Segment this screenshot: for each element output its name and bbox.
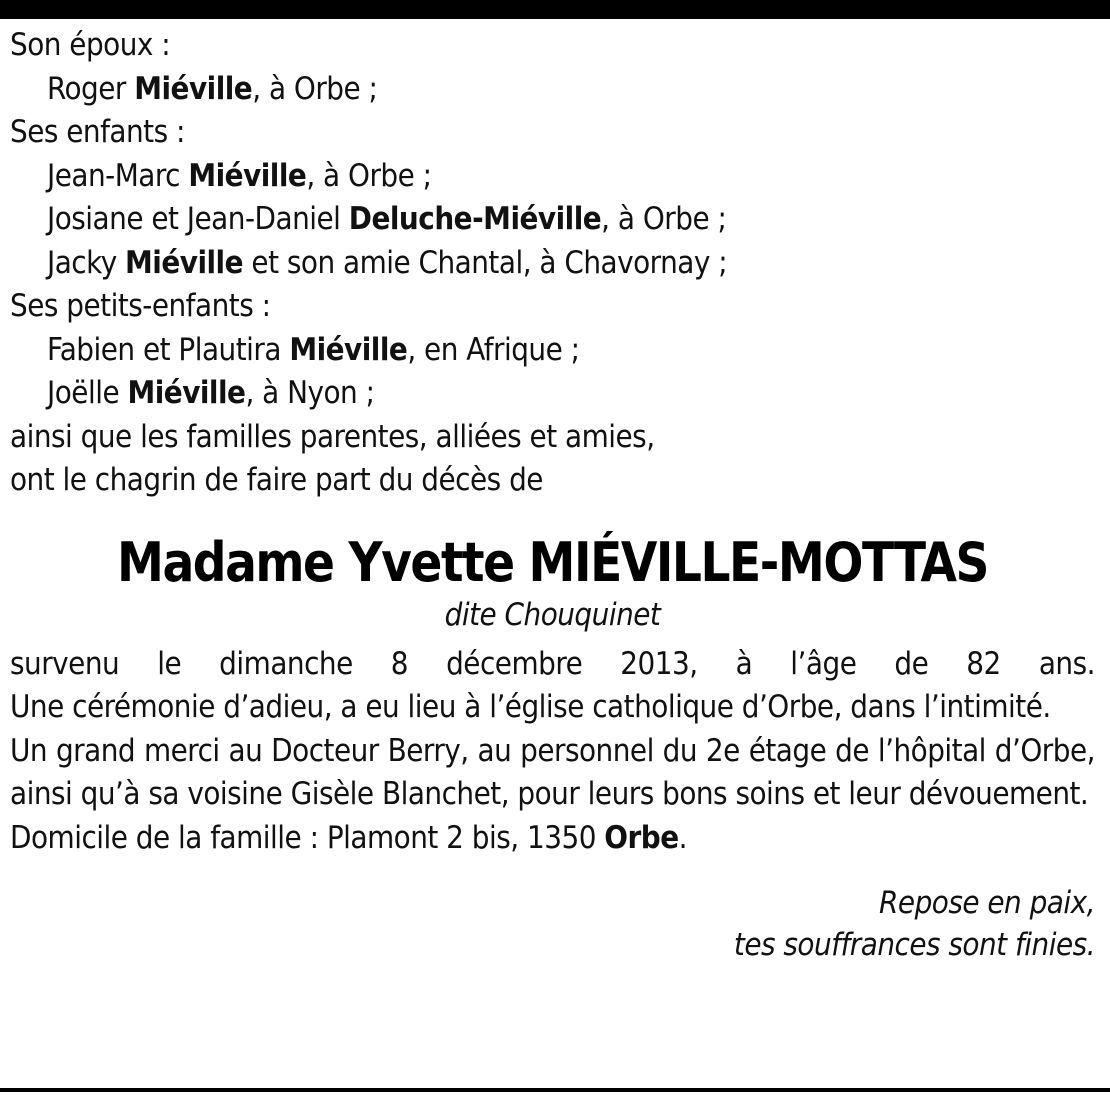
grandchild-entry (10, 372, 1095, 416)
spouse-last-name: Miéville (134, 70, 253, 107)
grandchild-location: , en Afrique ; (407, 331, 580, 368)
child-location: , à Orbe ; (306, 157, 432, 194)
child-last-name: Miéville (125, 244, 244, 281)
grandchild-first-name: Joëlle (47, 375, 128, 411)
top-rule (0, 0, 1110, 19)
child-last-name: Deluche-Miéville (348, 201, 602, 237)
child-entry (10, 198, 1095, 242)
obituary-notice (10, 24, 1095, 966)
spouse-first-name: Roger (47, 70, 135, 107)
grandchild-location: , à Nyon ; (245, 375, 375, 411)
grandchild-last-name: Miéville (289, 331, 408, 368)
deceased-nickname: dite Chouquinet (444, 596, 661, 633)
grandchild-last-name: Miéville (127, 375, 246, 411)
children-heading: Ses enfants : (10, 114, 185, 150)
spouse-location: , à Orbe ; (252, 70, 378, 107)
grandchildren-heading: Ses petits-enfants : (10, 288, 271, 324)
child-last-name: Miéville (188, 157, 307, 194)
ceremony-text: Une cérémonie d’adieu, a eu lieu à l’église catholique d’Orbe, dans l’intimité. (10, 689, 1051, 725)
domicile-punctuation: . (678, 819, 688, 856)
deceased-name: Madame Yvette MIÉVILLE-MOTTAS (117, 530, 988, 594)
epitaph-line: tes souffrances sont finies. (733, 927, 1095, 963)
child-entry (10, 242, 1095, 286)
date-of-death: survenu le dimanche 8 décembre 2013, à l’âge de 82 ans. (10, 645, 1095, 682)
family-domicile (10, 817, 1095, 861)
domicile-address: Domicile de la famille : Plamont 2 bis, 1350 (10, 819, 605, 856)
child-first-name: Jacky (47, 244, 126, 281)
spouse-entry (10, 68, 1095, 112)
child-location: , à Orbe ; (601, 201, 727, 237)
epitaph (10, 882, 1095, 966)
epitaph-line: Repose en paix, (879, 885, 1095, 921)
child-location: et son amie Chantal, à Chavornay ; (243, 244, 728, 281)
bottom-rule (0, 1088, 1110, 1092)
grandchild-first-name: Fabien et Plautira (47, 331, 290, 368)
child-entry (10, 155, 1095, 199)
thanks-text: Un grand merci au Docteur Berry, au personnel du 2e étage de l’hôpital d’Orbe, ainsi qu’à sa voisine Gisèle Blanchet, pour leurs bons soins et leur dévouement. (10, 732, 1095, 812)
child-first-name: Josiane et Jean-Daniel (47, 201, 349, 237)
domicile-city: Orbe (604, 819, 679, 856)
spouse-heading: Son époux : (10, 27, 171, 63)
child-first-name: Jean-Marc (47, 157, 189, 194)
announcement-line: ont le chagrin de faire part du décès de (10, 462, 543, 498)
grandchild-entry (10, 329, 1095, 373)
extended-family-line: ainsi que les familles parentes, alliées et amies, (10, 418, 655, 455)
